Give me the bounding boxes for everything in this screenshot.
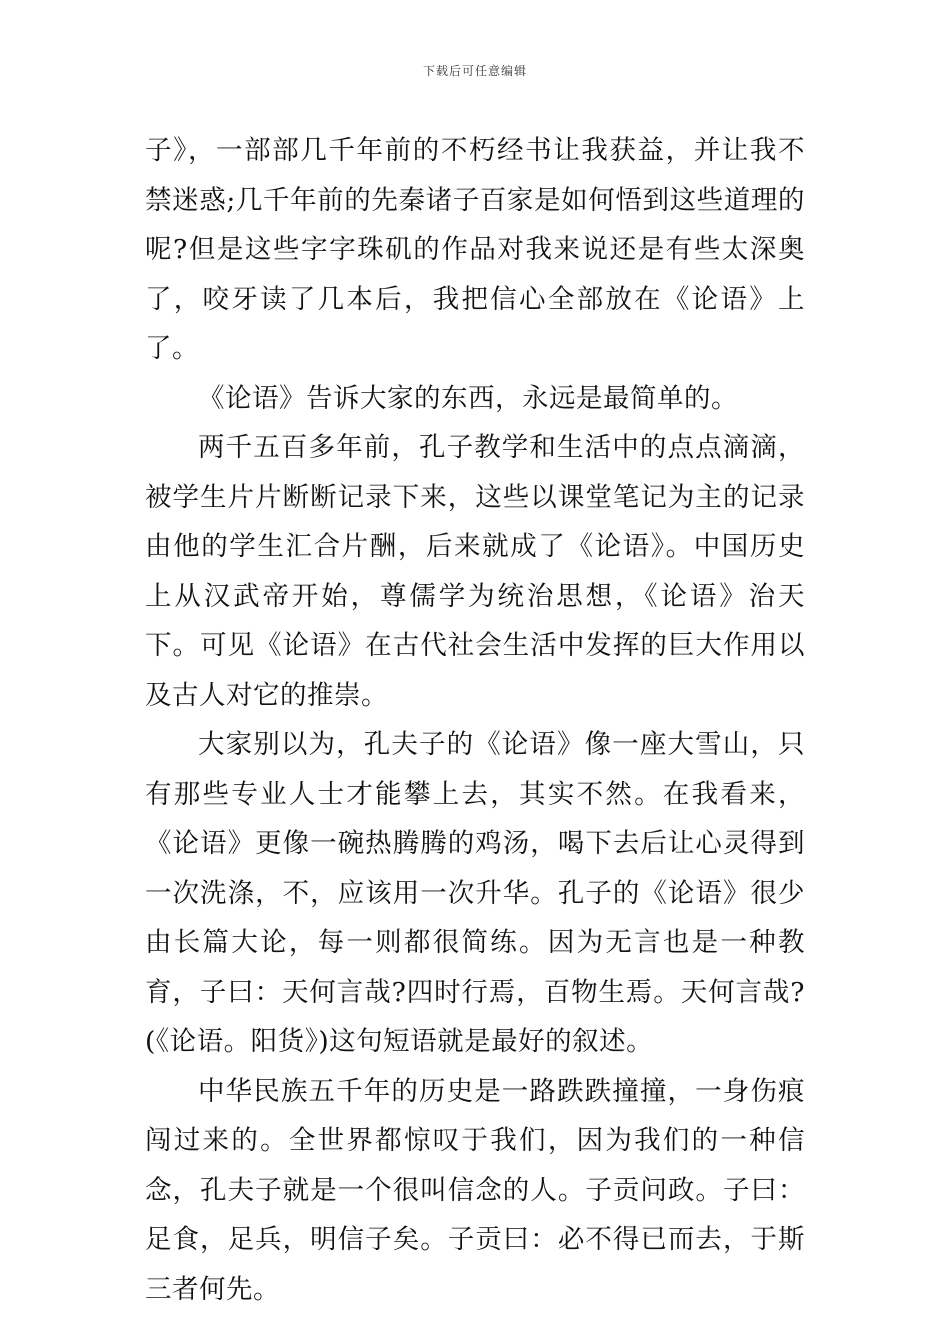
paragraph-3: 两千五百多年前，孔子教学和生活中的点点滴滴，被学生片片断断记录下来，这些以课堂笔记为主的记录由他的学生汇合片酬，后来就成了《论语》。中国历史上从汉武帝开始，尊儒学为统治思想，《论语》治天下。可见《论语》在古代社会生活中发挥的巨大作用以及古人对它的推崇。: [145, 432, 805, 711]
document-body: [145, 126, 805, 1314]
paragraph-2: 《论语》告诉大家的东西，永远是最简单的。: [198, 382, 738, 414]
paragraph-1: 子》，一部部几千年前的不朽经书让我获益，并让我不禁迷惑;几千年前的先秦诸子百家是如何悟到这些道理的呢?但是这些字字珠矶的作品对我来说还是有些太深奥了，咬牙读了几本后，我把信心全部放在《论语》上了。: [145, 135, 805, 364]
page-header: 下载后可任意编辑: [422, 64, 527, 78]
paragraph-5: 中华民族五千年的历史是一路跌跌撞撞，一身伤痕闯过来的。全世界都惊叹于我们，因为我们的一种信念，孔夫子就是一个很叫信念的人。子贡问政。子曰：足食，足兵，明信子矣。子贡曰：必不得已而去，于斯三者何先。: [145, 1075, 805, 1305]
paragraph-4: 大家别以为，孔夫子的《论语》像一座大雪山，只有那些专业人士才能攀上去，其实不然。在我看来，《论语》更像一碗热腾腾的鸡汤，喝下去后让心灵得到一次洗涤，不，应该用一次升华。孔子的《论语》很少由长篇大论，每一则都很简练。因为无言也是一种教育，子曰：天何言哉?四时行焉，百物生焉。天何言哉?(《论语。阳货》)这句短语就是最好的叙述。: [145, 729, 805, 1057]
